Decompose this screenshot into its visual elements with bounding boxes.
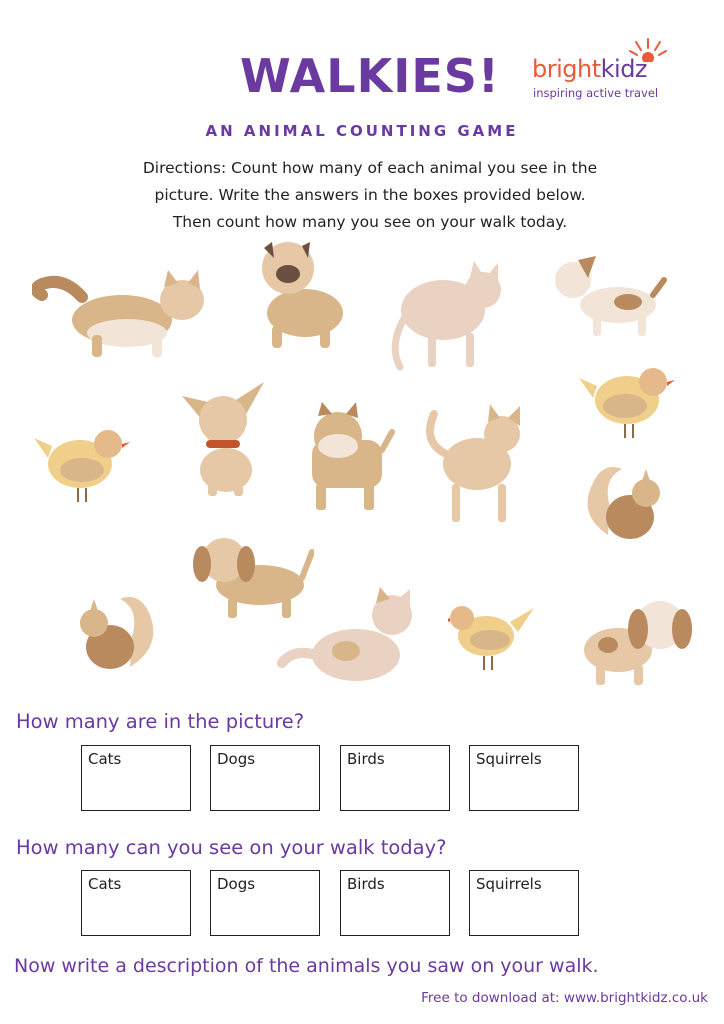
question-picture: How many are in the picture? [16, 710, 305, 733]
dog-illustration [302, 400, 397, 515]
description-instruction: Now write a description of the animals you saw on your walk. [14, 955, 599, 977]
animal-picture [0, 230, 724, 700]
question-walk: How many can you see on your walk today? [16, 836, 447, 859]
dogs-walk-box[interactable]: Dogs [210, 870, 320, 936]
cat-illustration [32, 265, 212, 365]
dog-illustration [178, 378, 268, 498]
squirrel-illustration [578, 455, 668, 545]
squirrel-illustration [70, 585, 162, 675]
cat-illustration [276, 585, 426, 687]
dog-illustration [578, 595, 693, 687]
squirrels-walk-box[interactable]: Squirrels [469, 870, 579, 936]
squirrels-count-box[interactable]: Squirrels [469, 745, 579, 811]
cat-illustration [388, 255, 518, 375]
bird-illustration [448, 598, 538, 673]
bird-illustration [30, 422, 130, 507]
dogs-count-box[interactable]: Dogs [210, 745, 320, 811]
dog-illustration [548, 250, 668, 345]
bird-illustration [575, 358, 675, 443]
picture-count-boxes [0, 745, 724, 815]
footer-download-link[interactable]: Free to download at: www.brightkidz.co.uk [421, 990, 708, 1006]
walk-count-boxes [0, 870, 724, 940]
cats-walk-box[interactable]: Cats [81, 870, 191, 936]
worksheet-title: WALKIES! [240, 49, 500, 103]
cat-illustration [422, 402, 532, 527]
birds-walk-box[interactable]: Birds [340, 870, 450, 936]
directions-text: Directions: Count how many of each animal you see in the picture. Write the answers in the boxes provided below. Then count how many you see on your walk today. [142, 159, 598, 231]
brightkidz-logo [532, 38, 692, 102]
cats-count-box[interactable]: Cats [81, 745, 191, 811]
dog-illustration [250, 238, 360, 353]
logo-tagline: inspiring active travel [533, 86, 659, 100]
birds-count-box[interactable]: Birds [340, 745, 450, 811]
worksheet-subtitle: AN ANIMAL COUNTING GAME [205, 122, 519, 140]
logo-wordmark: brightkidz [532, 55, 648, 83]
